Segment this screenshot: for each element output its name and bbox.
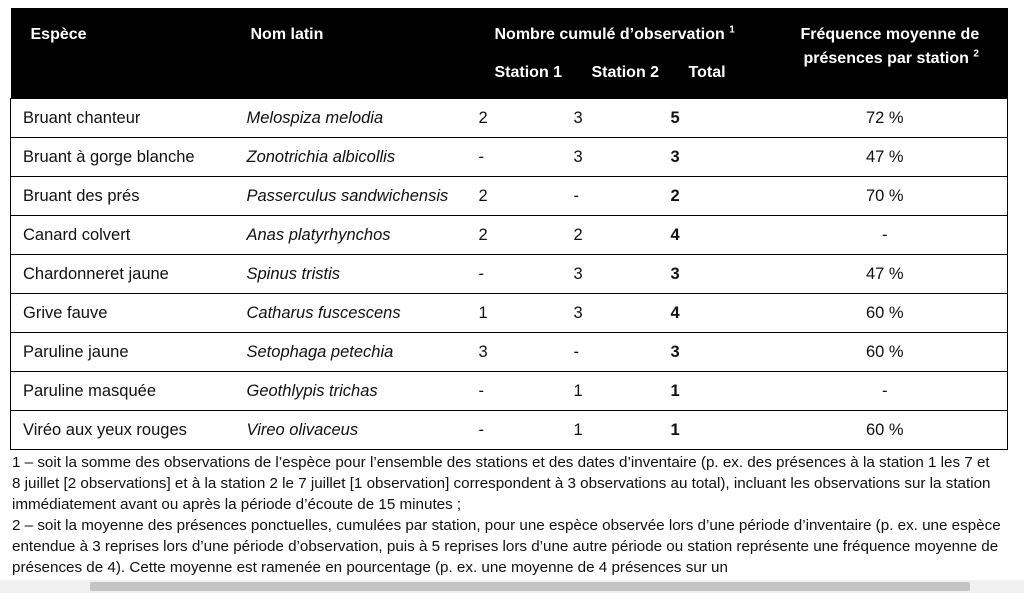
station2-cell: - [574,333,671,372]
footnote-1: 1 – soit la somme des observations de l’espèce pour l’ensemble des stations et des dates d’inventaire (p. ex. des présences à la station 1 les 7 et 8 juillet [2 observations] et à la station 2 le 7 juillet [1 observation] correspondent à 3 observations au total), incluant les observations sur la station immédiatement avant ou après la période d’écoute de 15 minutes ; [12,454,991,513]
total-cell: 4 [671,216,763,255]
table-row [11,333,1008,372]
header-total: Total [688,64,726,81]
station2-cell: - [574,177,671,216]
species-cell: Canard colvert [11,216,229,255]
station1-cell: - [479,138,574,177]
station2-cell: 3 [574,294,671,333]
header-species: Espèce [30,26,87,43]
table-header [11,8,1008,98]
species-cell: Chardonneret jaune [11,255,229,294]
station2-cell: 3 [574,99,671,138]
frequency-cell: 60 % [763,411,1008,450]
header-cumulative: Nombre cumulé d’observation $^1$ [494,24,735,43]
latin-name-cell: Anas platyrhynchos [229,216,479,255]
species-cell: Bruant chanteur [11,99,229,138]
station1-cell: 2 [479,177,574,216]
table-row [11,138,1008,177]
table-row [11,255,1008,294]
latin-name-cell: Vireo olivaceus [229,411,479,450]
station1-cell: - [479,255,574,294]
species-cell: Grive fauve [11,294,229,333]
observation-table-container [10,8,1007,450]
header-station1: Station 1 [494,64,563,81]
frequency-cell: 72 % [763,99,1008,138]
table-row [11,216,1008,255]
station1-cell: 1 [479,294,574,333]
station2-cell: 1 [574,372,671,411]
species-cell: Bruant des prés [11,177,229,216]
footnotes [12,452,1002,578]
total-cell: 4 [671,294,763,333]
total-cell: 1 [671,372,763,411]
station1-cell: 3 [479,333,574,372]
frequency-cell: 47 % [763,255,1008,294]
header-frequency-line2: présences par station $^2$ [803,48,979,67]
header-frequency-line1: Fréquence moyenne de [800,26,980,43]
station1-cell: 2 [479,99,574,138]
latin-name-cell: Setophaga petechia [229,333,479,372]
footnote-2: 2 – soit la moyenne des présences ponctuelles, cumulées par station, pour une espèce observée lors d’une période d’inventaire (p. ex. une espèce entendue à 3 reprises lors d’une période d’observation, puis à 5 reprises lors d’une autre période ou station représente une fréquence moyenne de présences de 4). Cette moyenne est ramenée en pourcentage (p. ex. une moyenne de 4 présences sur un [12,517,1001,576]
frequency-cell: 60 % [763,333,1008,372]
station1-cell: - [479,372,574,411]
frequency-cell: 70 % [763,177,1008,216]
station1-cell: 2 [479,216,574,255]
table-body [11,99,1008,450]
station1-cell: - [479,411,574,450]
table-row [11,99,1008,138]
frequency-cell: 60 % [763,294,1008,333]
table-row [11,177,1008,216]
total-cell: 2 [671,177,763,216]
table-row [11,411,1008,450]
station2-cell: 2 [574,216,671,255]
species-cell: Paruline masquée [11,372,229,411]
station2-cell: 1 [574,411,671,450]
frequency-cell: - [763,216,1008,255]
scrollbar-thumb[interactable] [90,582,970,591]
latin-name-cell: Melospiza melodia [229,99,479,138]
latin-name-cell: Spinus tristis [229,255,479,294]
latin-name-cell: Catharus fuscescens [229,294,479,333]
total-cell: 3 [671,138,763,177]
table-row [11,372,1008,411]
species-cell: Paruline jaune [11,333,229,372]
total-cell: 5 [671,99,763,138]
latin-name-cell: Passerculus sandwichensis [229,177,479,216]
station2-cell: 3 [574,255,671,294]
latin-name-cell: Zonotrichia albicollis [229,138,479,177]
frequency-cell: 47 % [763,138,1008,177]
observation-table [10,8,1008,450]
table-header-row [11,8,1008,99]
species-cell: Viréo aux yeux rouges [11,411,229,450]
total-cell: 3 [671,333,763,372]
total-cell: 3 [671,255,763,294]
station2-cell: 3 [574,138,671,177]
frequency-cell: - [763,372,1008,411]
latin-name-cell: Geothlypis trichas [229,372,479,411]
header-station2: Station 2 [591,64,660,81]
table-row [11,294,1008,333]
horizontal-scrollbar[interactable] [0,580,1024,593]
header-latin: Nom latin [250,26,324,43]
total-cell: 1 [671,411,763,450]
species-cell: Bruant à gorge blanche [11,138,229,177]
